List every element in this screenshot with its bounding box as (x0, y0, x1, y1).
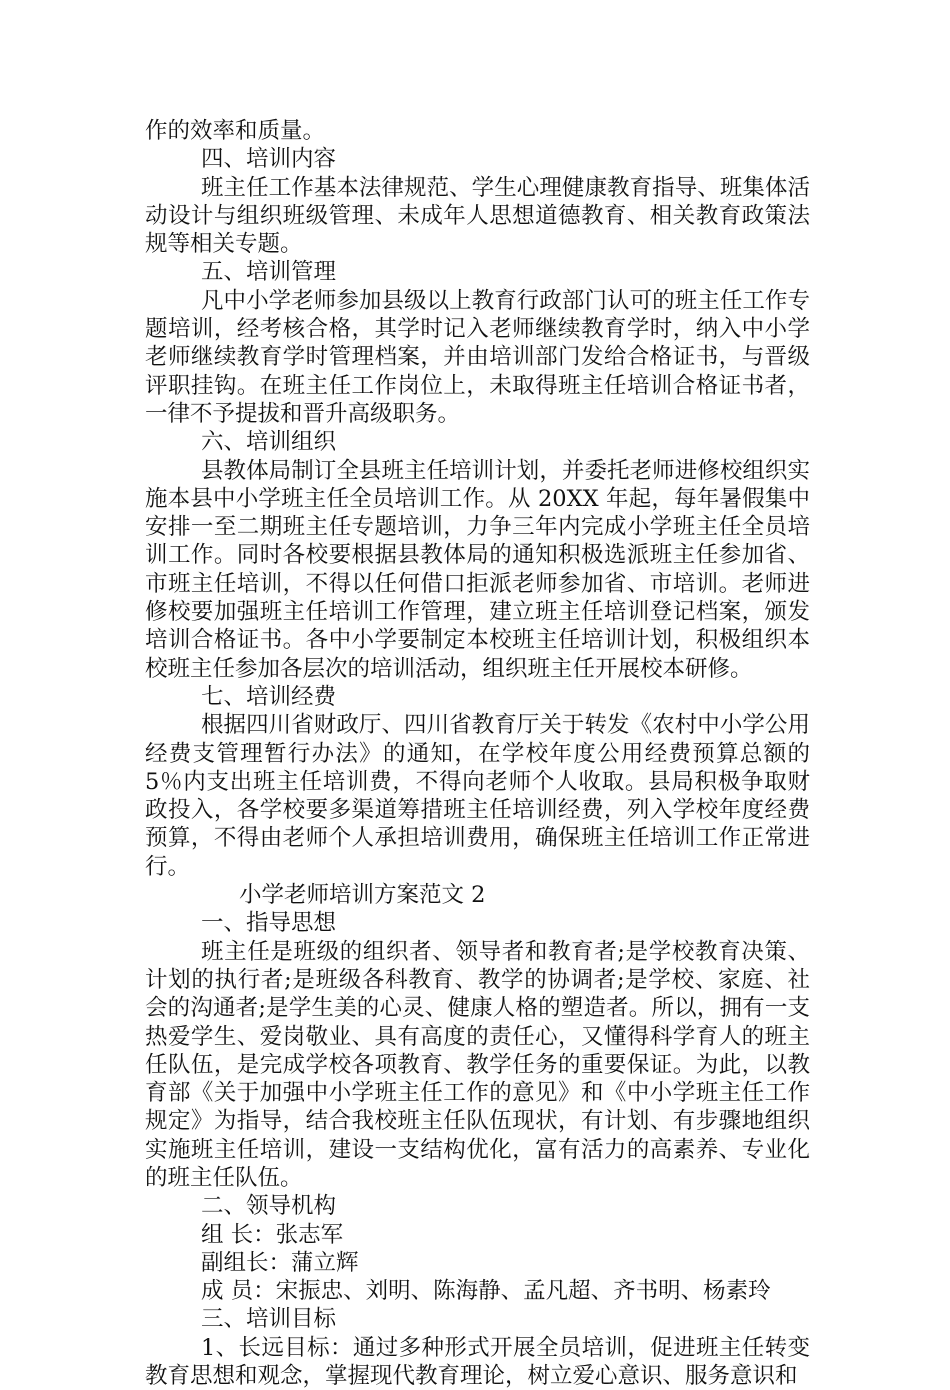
section-heading: 一、指导思想 (201, 910, 337, 937)
section-heading: 四、培训内容 (201, 146, 337, 173)
paragraph-text: 凡中小学老师参加县级以上教育行政部门认可的班主任工作专题培训，经考核合格，其学时记入老师继续教育学时，纳入中小学老师继续教育学时管理档案，并由培训部门发给合格证书，与晋级评职挂钩。在班主任工作岗位上，未取得班主任培训合格证书者，一律不予提拔和晋升高级职务。 (145, 287, 810, 427)
paragraph-text: 班主任是班级的组织者、领导者和教育者;是学校教育决策、计划的执行者;是班级各科教育、教学的协调者;是学校、家庭、社会的沟通者;是学生美的心灵、健康人格的塑造者。所以，拥有一支热爱学生、爱岗敬业、具有高度的责任心，又懂得科学育人的班主任队伍，是完成学校各项教育、教学任务的重要保证。为此，以教育部《关于加强中小学班主任工作的意见》和《中小学班主任工作规定》为指导，结合我校班主任队伍现状，有计划、有步骤地组织实施班主任培训，建设一支结构优化，富有活力的高素养、专业化的班主任队伍。 (145, 938, 810, 1191)
document-subtitle: 小学老师培训方案范文 2 (239, 882, 486, 909)
paragraph-text: 1、长远目标：通过多种形式开展全员培训，促进班主任转变教育思想和观念，掌握现代教育理论，树立爱心意识、服务意识和 (145, 1334, 810, 1390)
paragraph-text: 县教体局制订全县班主任培训计划，并委托老师进修校组织实施本县中小学班主任全员培训工作。从 20XX 年起，每年暑假集中安排一至二期班主任专题培训，力争三年内完成小学班主任全员培训工作。同时各校要根据县教体局的通知积极选派班主任参加省、市班主任培训，不得以任何借口拒派老师参加省、市培训。老师进修校要加强班主任培训工作管理，建立班主任培训登记档案，颁发培训合格证书。各中小学要制定本校班主任培训计划，积极组织本校班主任参加各层次的培训活动，组织班主任开展校本研修。 (145, 457, 810, 682)
paragraph-text: 作的效率和质量。 (145, 118, 326, 144)
section-heading: 二、领导机构 (201, 1193, 337, 1220)
paragraph-text: 根据四川省财政厅、四川省教育厅关于转发《农村中小学公用经费支管理暂行办法》的通知，在学校年度公用经费预算总额的5％内支出班主任培训费，不得向老师个人收取。县局积极争取财政投入，各学校要多渠道筹措班主任培训经费，列入学校年度经费预算，不得由老师个人承担培训费用，确保班主任培训工作正常进行。 (145, 712, 810, 880)
deputy-leader-line: 副组长：蒲立辉 (201, 1249, 359, 1276)
members-line: 成 员：宋振忠、刘明、陈海静、孟凡超、齐书明、杨素玲 (201, 1278, 771, 1305)
document-page (145, 117, 810, 1390)
section-heading: 七、培训经费 (201, 683, 337, 710)
paragraph-text: 班主任工作基本法律规范、学生心理健康教育指导、班集体活动设计与组织班级管理、未成年人思想道德教育、相关教育政策法规等相关专题。 (145, 174, 810, 258)
section-heading: 六、培训组织 (201, 429, 337, 456)
leader-line: 组 长：张志军 (201, 1221, 344, 1248)
section-heading: 三、培训目标 (201, 1306, 337, 1333)
section-heading: 五、培训管理 (201, 259, 337, 286)
